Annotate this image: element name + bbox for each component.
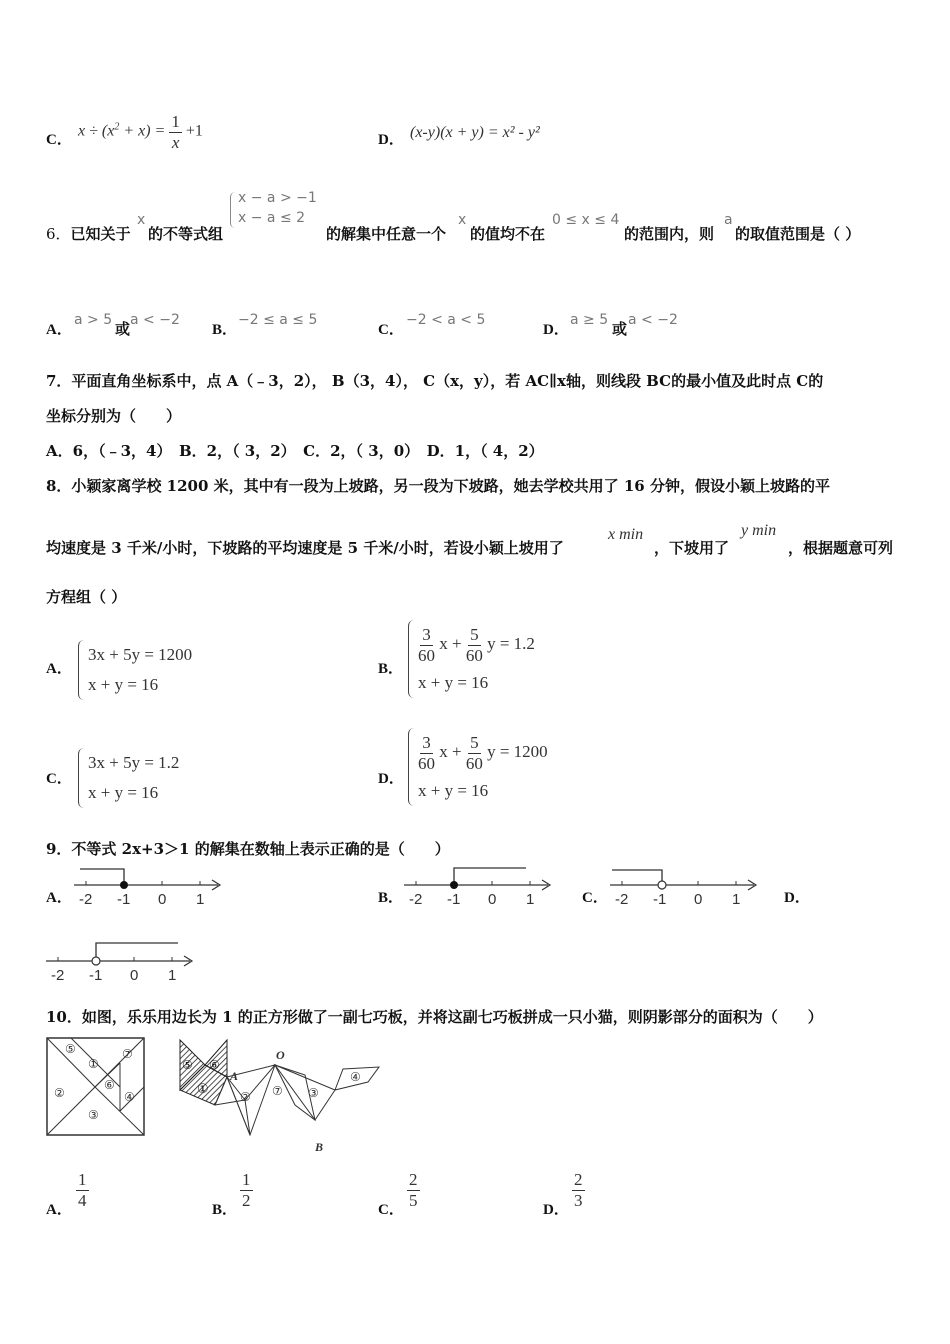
piece-label: ② [54,1086,65,1100]
q6-text-4: 的值均不在 [470,225,546,243]
q6-text-2: 的不等式组 [148,225,224,243]
q9-b-tick-label: 0 [488,891,497,908]
q6-option-b-math: −2 ≤ a ≤ 5 [238,312,318,328]
q6-option-d-math: a ≥ 5 [570,312,609,328]
q10-option-b-label: B． [212,1202,238,1218]
q6-text-6: 的取值范围是（ ） [735,225,861,243]
q8-option-c-system: 3x + 5y = 1.2 x + y = 16 [78,748,179,808]
q6-option-d-or: 或 [612,320,628,338]
cat-piece-label: ③ [308,1086,319,1100]
q6-text-3: 的解集中任意一个 [326,225,447,243]
q9-question: 9．不等式 2x+3＞1 的解集在数轴上表示正确的是（ ） [46,840,450,858]
q5-option-c-label: C． [46,132,72,148]
q8-option-b-label: B． [378,661,404,677]
q8-y-min: y min [741,522,777,539]
q9-c-tick-label: 1 [732,891,741,908]
q9-a-tick-label: 0 [158,891,167,908]
q6-option-d-label: D． [543,322,569,338]
q8-line-3: 方程组（ ） [46,588,127,606]
q9-c-tick-label: -1 [653,891,667,908]
piece-label: ① [88,1057,99,1071]
q6-question: 6．已知关于 [46,225,131,243]
q9-b-tick-label: -1 [447,891,461,908]
cat-piece-label: ② [240,1090,251,1104]
q6-inequality-system: x − a > −1 x − a ≤ 2 [230,190,322,230]
q9-number-line-c [608,862,763,910]
point-label-o: O [276,1048,285,1062]
q6-option-c-label: C． [378,322,404,338]
q9-d-tick-label: 0 [130,967,139,984]
q10-option-d-label: D． [543,1202,569,1218]
cat-piece-label: ⑥ [209,1058,220,1072]
tangram-cat-figure [175,1035,385,1155]
q8-option-c-label: C． [46,771,72,787]
cat-piece-label: ⑦ [272,1084,283,1098]
q9-option-b-label: B． [378,890,404,906]
q6-option-b-label: B． [212,322,238,338]
q9-a-tick-label: -1 [117,891,131,908]
q6-range: 0 ≤ x ≤ 4 [552,212,620,228]
q10-option-c-label: C． [378,1202,404,1218]
piece-label: ③ [88,1108,99,1122]
q10-question: 10．如图，乐乐用边长为 1 的正方形做了一副七巧板，并将这副七巧板拼成一只小猫，则阴影部分的面积为（ ） [46,1008,823,1026]
q8-line-2b: ，下坡用了 [654,539,730,557]
q5-option-c-formula: $x \div (x^2 + x)$ = $\frac{1}{x}$ +1 [78,112,203,152]
q10-option-a-value: $\frac{1}{4}$ [78,1170,87,1210]
point-label-b: B [315,1140,324,1154]
cat-piece-label: ① [197,1082,209,1097]
q9-d-tick-label: -2 [51,967,65,984]
piece-label: ⑦ [122,1047,133,1061]
q7-line-2: 坐标分别为（ ） [46,407,182,425]
q10-option-d-value: $\frac{2}{3}$ [574,1170,583,1210]
q6-var-a: a [724,212,733,228]
q9-a-tick-label: 1 [196,891,205,908]
cat-piece-label: ⑤ [182,1058,193,1072]
q8-x-min: x min [608,526,644,543]
q9-number-line-d [44,938,199,986]
q10-option-a-label: A． [46,1202,72,1218]
point-label-a: A [230,1069,239,1083]
q6-var-x-2: x [458,212,467,228]
q6-option-a-math: a > 5 [74,312,113,328]
cat-piece-label: ④ [350,1070,361,1084]
q9-option-d-label: D． [784,890,810,906]
q8-option-d-label: D． [378,771,404,787]
piece-label: ⑤ [65,1042,76,1056]
q9-number-line-b [402,862,557,910]
q7-options: A．6，（﹣3，4） B．2，（ 3，2） C．2，（ 3，0） D．1，（ 4，2） [46,442,544,460]
tangram-square-figure [46,1037,146,1137]
q9-d-tick-label: 1 [168,967,177,984]
q6-text-5: 的范围内，则 [624,225,715,243]
q8-option-a-label: A． [46,661,72,677]
q9-option-c-label: C． [582,890,608,906]
q8-option-b-system: $\frac{3}{60}$ x + $\frac{5}{60}$ y = 1.2 x + y = 16 [408,620,535,698]
q8-line-2c: ，根据题意可列 [788,539,894,557]
q9-c-tick-label: 0 [694,891,703,908]
q8-option-a-system: 3x + 5y = 1200 x + y = 16 [78,640,192,700]
q10-option-b-value: $\frac{1}{2}$ [242,1170,251,1210]
q6-option-c-math: −2 < a < 5 [406,312,486,328]
q9-option-a-label: A． [46,890,72,906]
q8-line-1: 8．小颖家离学校 1200 米，其中有一段为上坡路，另一段为下坡路，她去学校共用了 16 分钟，假设小颖上坡路的平 [46,477,830,495]
q5-option-d-formula: (x-y)(x + y) = x² - y² [410,124,540,141]
q6-var-x: x [137,212,146,228]
q6-option-d-math2: a < −2 [628,312,678,328]
piece-label: ⑥ [104,1078,115,1092]
q10-option-c-value: $\frac{2}{5}$ [409,1170,418,1210]
q9-b-tick-label: 1 [526,891,535,908]
q6-option-a-label: A． [46,322,72,338]
q8-line-2a: 均速度是 3 千米/小时，下坡路的平均速度是 5 千米/小时，若设小颖上坡用了 [46,539,564,557]
q9-c-tick-label: -2 [615,891,629,908]
q9-a-tick-label: -2 [79,891,93,908]
q9-number-line-a [72,862,227,910]
q6-option-a-math2: a < −2 [130,312,180,328]
q7-line-1: 7．平面直角坐标系中，点 A（﹣3，2）， B（3，4）， C（x，y），若 AC∥x轴，则线段 BC的最小值及此时点 C的 [46,372,824,390]
q8-option-d-system: $\frac{3}{60}$ x + $\frac{5}{60}$ y = 1200 x + y = 16 [408,728,548,806]
piece-label: ④ [124,1090,135,1104]
q9-d-tick-label: -1 [89,967,103,984]
q9-b-tick-label: -2 [409,891,423,908]
q5-option-d-label: D． [378,132,404,148]
q6-option-a-or: 或 [115,320,131,338]
